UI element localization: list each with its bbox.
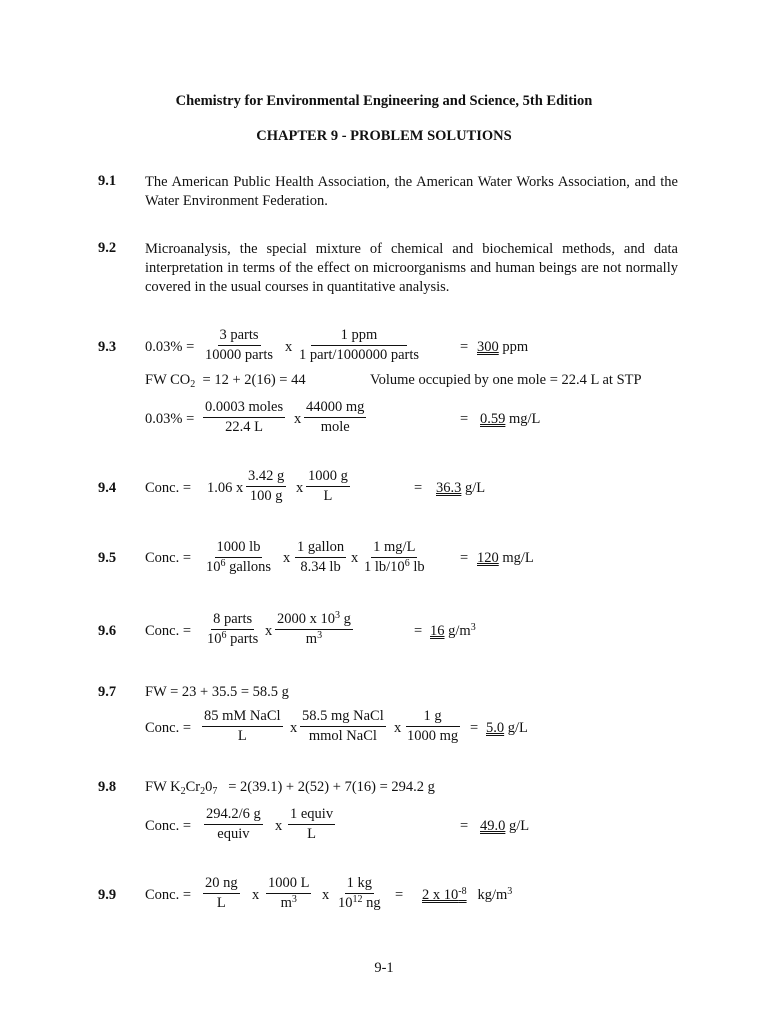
times-sign: x: [252, 887, 260, 903]
equals-sign: =: [414, 623, 423, 639]
exponent: 3: [470, 622, 476, 633]
fw-label: FW K: [145, 779, 181, 795]
times-sign: x: [294, 411, 302, 427]
fraction-9-8-2: [288, 807, 335, 841]
fraction-9-9-3: [336, 876, 383, 910]
fraction-9-5-2: [295, 540, 346, 574]
answer-value: 36.3: [436, 480, 462, 496]
exponent: 3: [335, 610, 340, 621]
answer-9-1: The American Public Health Association, the American Water Works Association, and the Water Environment Federation.: [145, 174, 678, 209]
answer-value: [422, 887, 467, 903]
molar-volume-note: Volume occupied by one mole = 22.4 L at STP: [370, 372, 642, 388]
result-9-9: [422, 887, 512, 904]
denominator-unit: parts: [226, 630, 259, 647]
exponent: 3: [317, 629, 323, 641]
formula-weight-co2: [145, 372, 306, 389]
result-9-7: [486, 720, 528, 737]
result-9-8: [480, 818, 529, 835]
numerator: 85 mM NaCl: [202, 709, 283, 727]
denominator: [336, 894, 383, 911]
fraction-9-7-2: [300, 709, 386, 743]
result-9-3b: [480, 411, 540, 428]
denominator-base: 1 lb/10: [364, 558, 405, 575]
fraction-9-3b-1: [203, 400, 285, 434]
numerator-base: 2000 x 10: [277, 611, 335, 627]
fraction-9-6-2: [275, 612, 353, 646]
denominator-base: m: [305, 630, 318, 647]
answer-base: 2 x 10: [422, 887, 459, 903]
answer-unit: mg/L: [502, 550, 534, 566]
equals-sign: =: [460, 339, 469, 355]
exponent: 12: [352, 893, 363, 905]
subscript: 2: [190, 379, 196, 390]
fraction-9-6-1: [205, 612, 260, 646]
denominator: L: [323, 487, 333, 504]
denominator-base: m: [280, 894, 292, 911]
numerator: [275, 612, 353, 630]
unit-base: g/m: [448, 623, 471, 639]
equals-sign: =: [395, 887, 404, 903]
problem-number-9-6: 9.6: [98, 623, 117, 639]
answer-value: 49.0: [480, 818, 506, 834]
numerator: 294.2/6 g: [204, 807, 263, 825]
answer-unit: [448, 623, 476, 639]
answer-unit: g/L: [507, 720, 528, 736]
times-sign: x: [394, 720, 402, 736]
factor-9-4: 1.06 x: [207, 480, 244, 496]
denominator: 10000 parts: [205, 346, 274, 363]
answer-value: 5.0: [486, 720, 505, 736]
denominator: [362, 558, 427, 575]
times-sign: x: [275, 818, 283, 834]
equals-sign: =: [460, 550, 469, 566]
equals-sign: =: [470, 720, 479, 736]
fraction-9-7-3: [405, 709, 460, 743]
formula-weight-nacl: FW = 23 + 35.5 = 58.5 g: [145, 684, 289, 700]
lhs-9-8: Conc. =: [145, 818, 192, 834]
denominator: [205, 630, 260, 647]
document-title: Chemistry for Environmental Engineering and Science, 5th Edition: [175, 93, 593, 109]
denominator: mmol NaCl: [308, 727, 377, 744]
times-sign: x: [290, 720, 298, 736]
numerator: 1 equiv: [288, 807, 335, 825]
numerator: 1000 lb: [215, 540, 263, 558]
answer-unit: mg/L: [509, 411, 541, 427]
answer-unit: g/L: [465, 480, 486, 496]
denominator: L: [237, 727, 247, 744]
unit-base: kg/m: [477, 887, 508, 903]
denominator: 22.4 L: [225, 418, 263, 435]
answer-value: 300: [477, 339, 499, 355]
denominator: [204, 558, 273, 575]
numerator: 44000 mg: [304, 400, 366, 418]
times-sign: x: [351, 550, 359, 566]
fraction-9-8-1: [204, 807, 263, 841]
fw-expression: = 12 + 2(16) = 44: [202, 372, 306, 388]
answer-unit: [477, 887, 512, 903]
numerator: 1 ppm: [311, 328, 408, 346]
times-sign: x: [322, 887, 330, 903]
denominator: [304, 630, 324, 647]
numerator: 1 g: [406, 709, 460, 727]
answer-9-2: Microanalysis, the special mixture of chemical and biochemical methods, and data interpretation in terms of the effect on microorganisms and human beings are not normally covered in the usual courses in quantitative analysis.: [145, 241, 678, 295]
result-9-4: [436, 480, 485, 497]
numerator-unit: g: [340, 611, 351, 627]
denominator: [279, 894, 299, 911]
denominator: 8.34 lb: [300, 558, 341, 575]
answer-unit: ppm: [502, 339, 529, 355]
times-sign: x: [296, 480, 304, 496]
numerator: 1 mg/L: [371, 540, 417, 558]
denominator: L: [216, 894, 226, 911]
denominator-unit: gallons: [225, 558, 272, 575]
answer-value: 16: [430, 623, 445, 639]
denominator: 1000 mg: [407, 727, 459, 744]
numerator: 1000 L: [266, 876, 311, 894]
subscript: 2: [180, 786, 186, 797]
equals-sign: =: [460, 411, 469, 427]
problem-number-9-5: 9.5: [98, 550, 117, 566]
fw-expression: = 2(39.1) + 2(52) + 7(16) = 294.2 g: [228, 779, 435, 795]
denominator-unit: ng: [362, 894, 381, 911]
exponent: 6: [404, 557, 410, 569]
lhs-9-7: Conc. =: [145, 720, 192, 736]
numerator: 1 kg: [345, 876, 374, 894]
equals-sign: =: [414, 480, 423, 496]
exponent: 6: [221, 629, 227, 641]
numerator: 58.5 mg NaCl: [300, 709, 386, 727]
lhs-9-5: Conc. =: [145, 550, 192, 566]
fraction-9-9-1: [203, 876, 240, 910]
problem-number-9-9: 9.9: [98, 887, 117, 903]
numerator: 8 parts: [211, 612, 254, 630]
problem-number-9-2: 9.2: [98, 240, 117, 256]
fraction-9-9-2: [266, 876, 311, 910]
problem-number-9-3: 9.3: [98, 339, 117, 355]
denominator: 1 part/1000000 parts: [299, 346, 420, 363]
subscript: 2: [200, 786, 206, 797]
exponent: -8: [458, 886, 467, 897]
denominator: 100 g: [249, 487, 283, 504]
numerator: 1000 g: [306, 469, 350, 487]
lhs-9-3a: 0.03% =: [145, 339, 195, 355]
lhs-9-4: Conc. =: [145, 480, 192, 496]
subscript: 7: [212, 786, 218, 797]
fraction-9-4-2: [306, 469, 350, 503]
problem-number-9-7: 9.7: [98, 684, 117, 700]
fraction-9-3b-2: [304, 400, 366, 434]
result-9-6: [430, 623, 476, 640]
lhs-9-3b: 0.03% =: [145, 411, 195, 427]
denominator: mole: [320, 418, 350, 435]
denominator: equiv: [217, 825, 250, 842]
page-number: 9-1: [374, 960, 394, 976]
lhs-9-6: Conc. =: [145, 623, 192, 639]
times-sign: x: [283, 550, 291, 566]
numerator: 1 gallon: [295, 540, 346, 558]
result-9-5: [477, 550, 534, 567]
denominator-unit: lb: [409, 558, 425, 575]
denominator: L: [307, 825, 316, 842]
fraction-9-3a-1: [203, 328, 275, 362]
fraction-9-5-1: [204, 540, 273, 574]
element: Cr: [185, 779, 201, 795]
denominator-base: 10: [338, 894, 353, 911]
numerator: 3.42 g: [246, 469, 286, 487]
formula-weight-k2cr2o7: [145, 779, 435, 796]
chapter-heading: CHAPTER 9 - PROBLEM SOLUTIONS: [256, 128, 512, 144]
times-sign: x: [265, 623, 273, 639]
problem-number-9-4: 9.4: [98, 480, 117, 496]
numerator: 3 parts: [218, 328, 261, 346]
equals-sign: =: [460, 818, 469, 834]
fraction-9-3a-2: [297, 328, 421, 362]
exponent: 6: [220, 557, 226, 569]
numerator: 20 ng: [203, 876, 240, 894]
result-9-3a: [477, 339, 528, 356]
fw-label: FW CO: [145, 372, 191, 388]
element: 0: [205, 779, 213, 795]
fraction-9-4-1: [246, 469, 286, 503]
answer-unit: g/L: [509, 818, 530, 834]
lhs-9-9: Conc. =: [145, 887, 192, 903]
problem-number-9-8: 9.8: [98, 779, 117, 795]
fraction-9-5-3: [362, 540, 427, 574]
exponent: 3: [291, 893, 297, 905]
exponent: 3: [507, 886, 513, 897]
problem-number-9-1: 9.1: [98, 173, 117, 189]
times-sign: x: [285, 339, 293, 355]
answer-value: 120: [477, 550, 499, 566]
denominator-base: 10: [207, 630, 222, 647]
denominator-base: 10: [206, 558, 221, 575]
fraction-9-7-1: [202, 709, 283, 743]
answer-value: 0.59: [480, 411, 506, 427]
numerator: 0.0003 moles: [203, 400, 285, 418]
